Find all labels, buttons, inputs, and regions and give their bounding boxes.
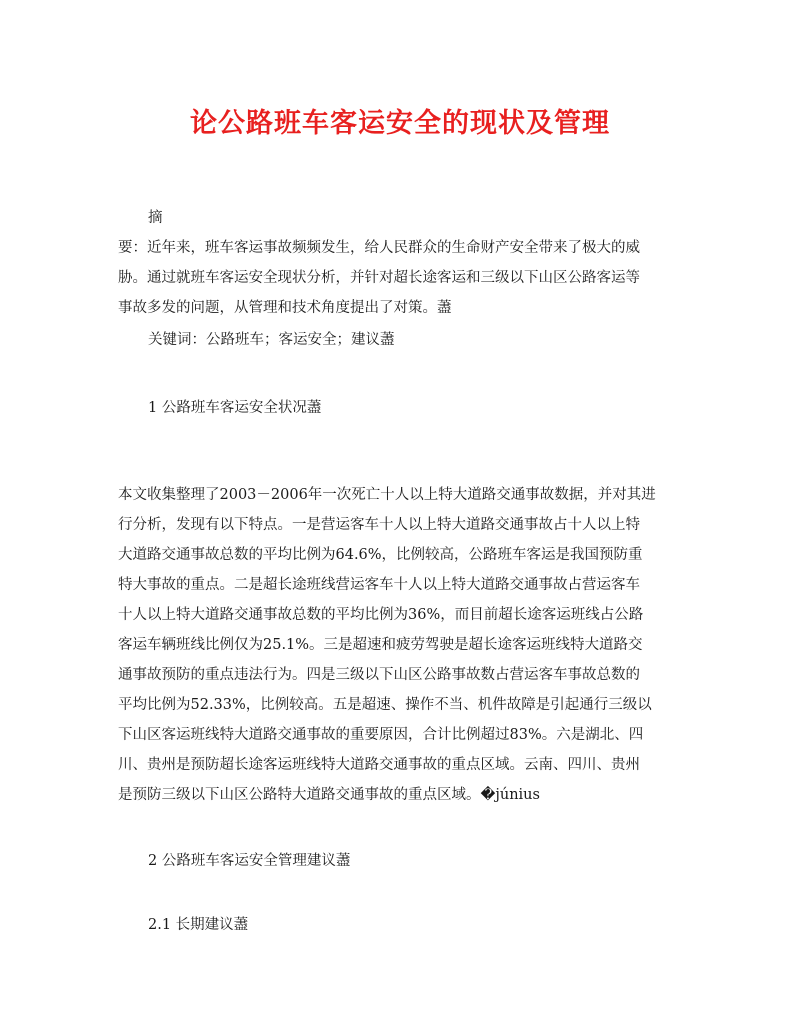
body-line: 通事故预防的重点违法行为。四是三级以下山区公路事故数占营运客车事故总数的	[118, 667, 640, 683]
body-line: 客运车辆班线比例仅为25.1%。三是超速和疲劳驾驶是超长途客运班线特大道路交	[118, 637, 643, 653]
body-line: 十人以上特大道路交通事故总数的平均比例为36%，而目前超长途客运班线占公路	[118, 607, 644, 623]
abstract-body	[118, 233, 684, 323]
section-1-body	[118, 480, 684, 810]
body-line: 大道路交通事故总数的平均比例为64.6%，比例较高，公路班车客运是我国预防重	[118, 547, 643, 563]
section-2-1-heading: 2.1 长期建议藎	[148, 917, 249, 933]
keywords: 关键词：公路班车；客运安全；建议藎	[148, 332, 395, 348]
document-title: 论公路班车客运安全的现状及管理	[190, 108, 610, 139]
section-2-heading: 2 公路班车客运安全管理建议藎	[148, 853, 351, 869]
abstract-line: 胁。通过就班车客运安全现状分析，并针对超长途客运和三级以下山区公路客运等	[118, 270, 640, 286]
abstract-line: 事故多发的问题，从管理和技术角度提出了对策。藎	[118, 300, 452, 316]
abstract-line: 要：近年来，班车客运事故频频发生，给人民群众的生命财产安全带来了极大的威	[118, 240, 640, 256]
body-line: 本文收集整理了2003－2006年一次死亡十人以上特大道路交通事故数据，并对其进	[118, 487, 656, 503]
body-line: 川、贵州是预防超长途客运班线特大道路交通事故的重点区域。云南、四川、贵州	[118, 757, 640, 773]
body-line: 平均比例为52.33%，比例较高。五是超速、操作不当、机件故障是引起通行三级以	[118, 697, 652, 713]
body-line: 行分析，发现有以下特点。一是营运客车十人以上特大道路交通事故占十人以上特	[118, 517, 640, 533]
body-line: 特大事故的重点。二是超长途班线营运客车十人以上特大道路交通事故占营运客车	[118, 577, 640, 593]
abstract-label: 摘	[148, 210, 163, 226]
body-line: 下山区客运班线特大道路交通事故的重要原因，合计比例超过83%。六是湖北、四	[118, 727, 644, 743]
section-1-heading: 1 公路班车客运安全状况藎	[148, 400, 322, 416]
body-line: 是预防三级以下山区公路特大道路交通事故的重点区域。�június	[118, 787, 540, 803]
